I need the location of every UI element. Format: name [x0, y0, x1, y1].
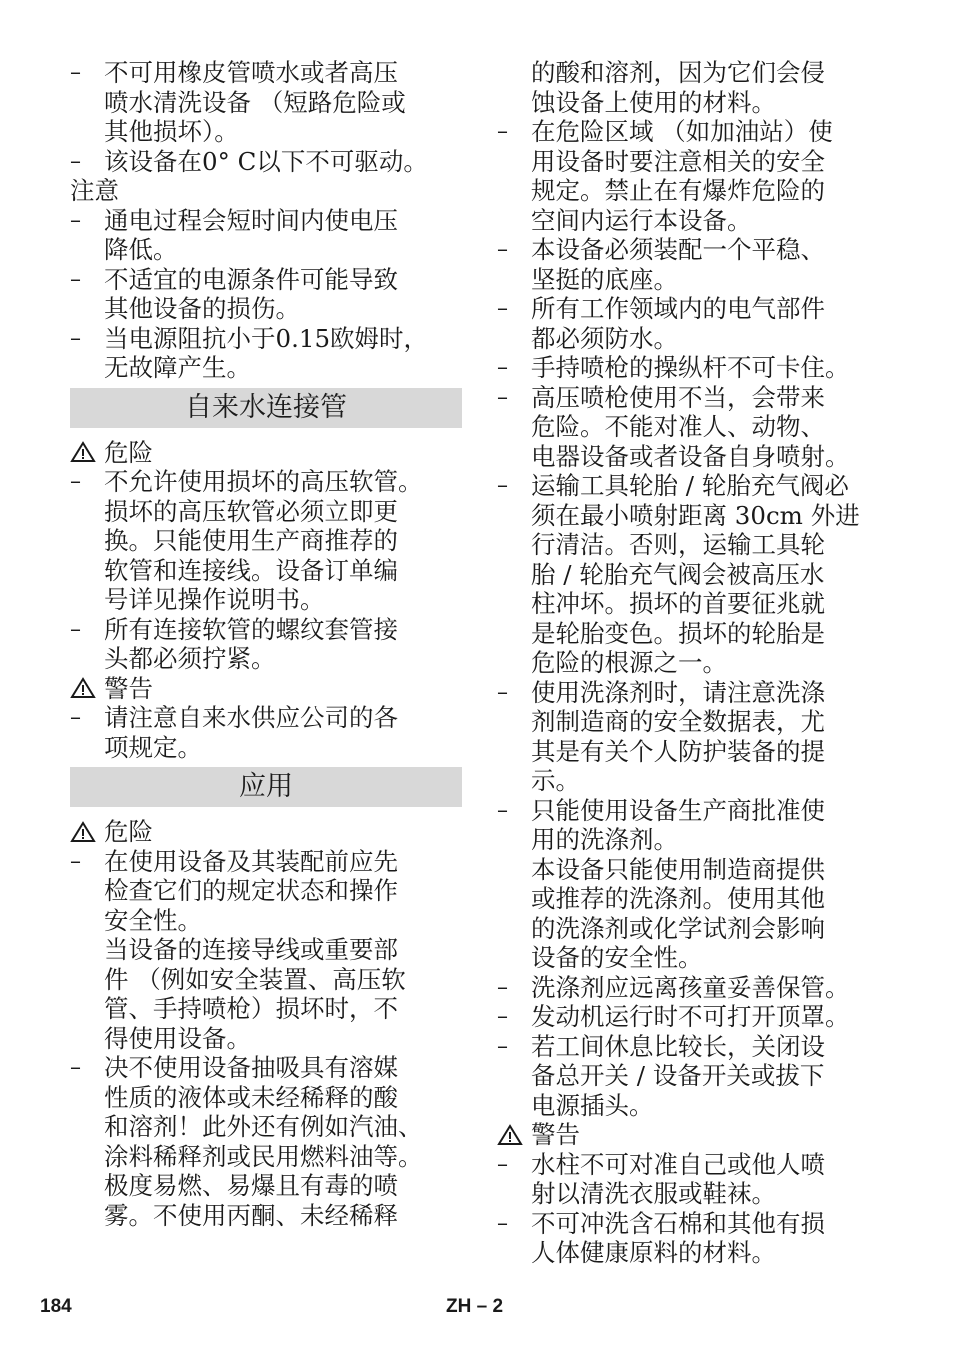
page-code: ZH – 2 — [446, 1296, 504, 1317]
list-item-text: 不可冲洗含石棉和其他有损 人体健康原料的材料。 — [531, 1208, 825, 1267]
bullet-dash: – — [497, 355, 508, 380]
danger-label-text: 危险 — [104, 817, 153, 846]
danger-label-text: 危险 — [104, 437, 153, 467]
list-item — [70, 324, 462, 383]
list-item — [497, 235, 889, 294]
bullet-dash: – — [497, 384, 508, 410]
list-item — [497, 1209, 889, 1268]
section-heading-water-connection: 自来水连接管 — [70, 388, 462, 428]
list-item — [497, 117, 889, 235]
warning-label — [70, 674, 462, 704]
list-item — [497, 383, 889, 472]
list-item-text: 水柱不可对准自己或他人喷 射以清洗衣服或鞋袜。 — [531, 1149, 825, 1208]
list-item — [497, 1032, 889, 1121]
bullet-dash: – — [70, 705, 81, 730]
bullet-dash: – — [70, 848, 81, 874]
danger-label — [70, 438, 462, 468]
bullet-dash: – — [497, 473, 508, 498]
list-item-text: 所有工作领域内的电气部件 都必须防水。 — [531, 294, 825, 353]
list-item — [497, 1150, 889, 1209]
bullet-dash: – — [70, 148, 81, 174]
bullet-dash: – — [497, 679, 508, 705]
list-item-text: 洗涤剂应远离孩童妥善保管。 — [531, 972, 850, 1002]
list-item-text: 不可用橡皮管喷水或者高压 喷水清洗设备 （短路危险或 其他损坏）。 — [104, 58, 406, 146]
list-item-text: 在危险区域 （如加油站）使 用设备时要注意相关的安全 规定。禁止在有爆炸危险的 空间内运行本设备。 — [531, 117, 833, 235]
list-item-text: 手持喷枪的操纵杆不可卡住。 — [531, 353, 850, 382]
list-item-text: 不允许使用损坏的高压软管。 损坏的高压软管必须立即更 换。只能使用生产商推荐的 软管和连接线。设备订单编 号详见操作说明书。 — [104, 467, 423, 614]
bullet-dash: – — [497, 974, 508, 1000]
warning-triangle-icon — [70, 821, 96, 843]
bullet-dash: – — [70, 616, 81, 642]
page-number: 184 — [40, 1296, 72, 1317]
list-item — [70, 147, 462, 177]
list-item-text: 决不使用设备抽吸具有溶媒 性质的液体或未经稀释的酸 和溶剂！此外还有例如汽油、 涂料稀释剂或民用燃料油等。 极度易燃、易爆且有毒的喷 雾。不使用丙酮、未经稀释 — [104, 1053, 423, 1230]
list-item — [497, 294, 889, 353]
list-item-text: 请注意自来水供应公司的各 项规定。 — [104, 703, 398, 762]
warning-label-text: 警告 — [531, 1120, 580, 1149]
list-item-text: 所有连接软管的螺纹套管接 头都必须拧紧。 — [104, 614, 398, 673]
list-item — [70, 467, 462, 615]
list-item-text: 高压喷枪使用不当，会带来 危险。不能对准人、动物、 电器设备或者设备自身喷射。 — [531, 382, 850, 471]
list-item-text: 运输工具轮胎 / 轮胎充气阀必 须在最小喷射距离 30cm 外进 行清洁。否则，运输工具轮 胎 / 轮胎充气阀会被高压水 柱冲坏。损坏的首要征兆就 是轮胎变色。损坏的轮胎是 危险的根源之一。 — [531, 471, 860, 677]
list-item — [70, 847, 462, 936]
danger-label — [70, 817, 462, 847]
warning-triangle-icon — [497, 1124, 523, 1146]
list-item — [70, 206, 462, 265]
list-item — [497, 353, 889, 383]
list-block-1 — [70, 58, 462, 176]
right-column — [497, 58, 889, 1268]
list-item-text: 不适宜的电源条件可能导致 其他设备的损伤。 — [104, 264, 398, 323]
warning-label-text: 警告 — [104, 673, 153, 703]
list-item — [70, 265, 462, 324]
bullet-dash: – — [70, 207, 81, 233]
bullet-dash: – — [70, 60, 81, 85]
bullet-dash: – — [497, 237, 508, 262]
list-item-continuation: 本设备只能使用制造商提供 或推荐的洗涤剂。使用其他 的洗涤剂或化学试剂会影响 设备的安全性。 — [531, 854, 825, 972]
list-item — [497, 678, 889, 796]
list-item-text: 若工间休息比较长，关闭设 备总开关 / 设备开关或拔下 电源插头。 — [531, 1031, 825, 1120]
list-item-text: 当电源阻抗小于0.15欧姆时， 无故障产生。 — [104, 323, 429, 382]
bullet-dash: – — [497, 1033, 508, 1059]
notice-label: 注意 — [70, 176, 119, 205]
warning-label — [497, 1120, 889, 1150]
list-item — [497, 796, 889, 855]
left-column — [70, 58, 462, 1230]
list-item-text: 在使用设备及其装配前应先 检查它们的规定状态和操作 安全性。 — [104, 846, 398, 935]
list-item-text: 通电过程会短时间内使电压 降低。 — [104, 205, 398, 264]
bullet-dash: – — [497, 1151, 508, 1177]
list-item-text: 该设备在0° C以下不可驱动。 — [104, 146, 428, 176]
list-item — [70, 703, 462, 762]
bullet-dash: – — [70, 266, 81, 292]
bullet-dash: – — [70, 1055, 81, 1080]
list-item — [70, 58, 462, 147]
list-item-text: 发动机运行时不可打开顶罩。 — [531, 1002, 850, 1031]
bullet-dash: – — [497, 797, 508, 823]
warning-triangle-icon — [70, 441, 96, 463]
list-item-text: 使用洗涤剂时，请注意洗涤 剂制造商的安全数据表，尤 其是有关个人防护装备的提 示。 — [531, 677, 825, 795]
bullet-dash: – — [497, 1004, 508, 1029]
bullet-dash: – — [70, 325, 81, 351]
list-block-2 — [70, 206, 462, 383]
list-item — [70, 1053, 462, 1230]
list-item — [497, 471, 889, 678]
list-item-text: 只能使用设备生产商批准使 用的洗涤剂。 — [531, 795, 825, 854]
list-item — [70, 615, 462, 674]
list-item-continuation: 的酸和溶剂，因为它们会侵 蚀设备上使用的材料。 — [531, 58, 825, 117]
list-item-text: 本设备必须装配一个平稳、 坚挺的底座。 — [531, 235, 825, 294]
section-heading-application: 应用 — [70, 767, 462, 807]
list-item — [497, 1002, 889, 1032]
bullet-dash: – — [497, 1210, 508, 1236]
bullet-dash: – — [497, 119, 508, 144]
warning-triangle-icon — [70, 677, 96, 699]
bullet-dash: – — [497, 296, 508, 321]
list-item-continuation: 当设备的连接导线或重要部 件 （例如安全装置、高压软 管、手持喷枪）损坏时，不 得使用设备。 — [104, 935, 406, 1053]
bullet-dash: – — [70, 469, 81, 494]
list-item — [497, 973, 889, 1003]
